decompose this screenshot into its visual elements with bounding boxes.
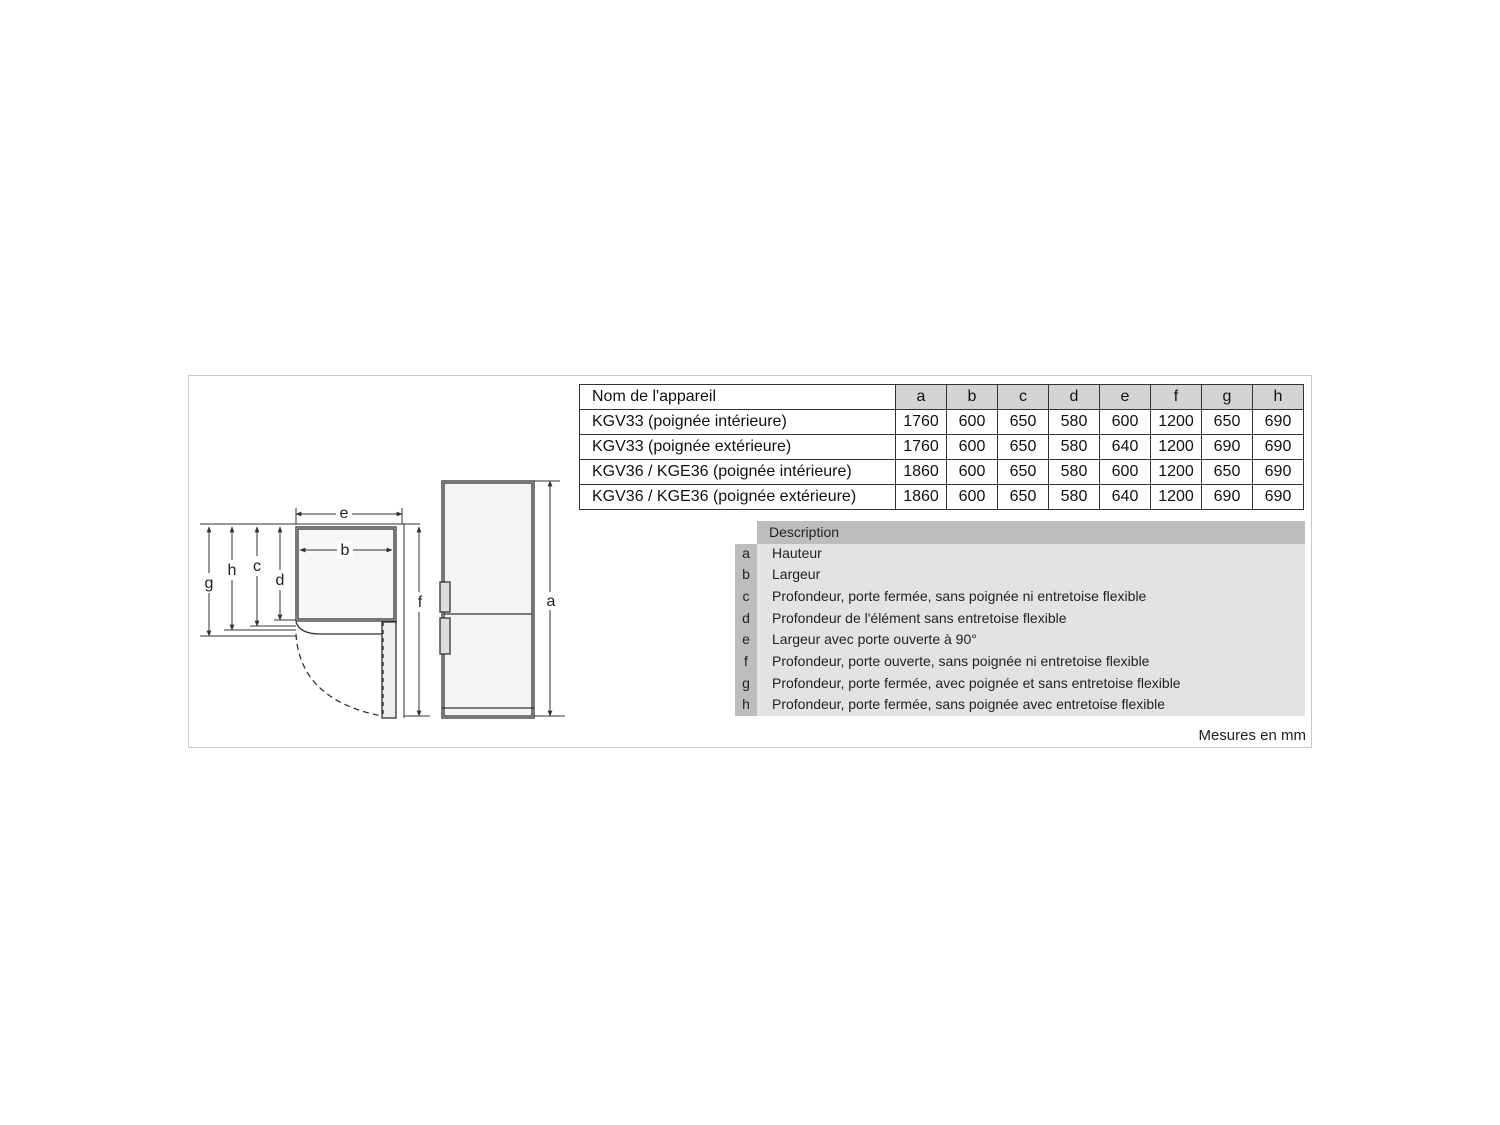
table-cell: 690 [1253, 410, 1304, 435]
table-cell: 600 [1100, 460, 1151, 485]
dimension-label-e: e [339, 505, 349, 522]
table-cell: 580 [1049, 410, 1100, 435]
column-header: g [1202, 385, 1253, 410]
legend-key: a [742, 545, 750, 561]
dimension-label-c: c [253, 558, 261, 575]
table-cell: 650 [998, 435, 1049, 460]
legend-text: Profondeur de l'élément sans entretoise flexible [772, 610, 1067, 626]
table-cell: 580 [1049, 485, 1100, 510]
dimension-diagram [0, 0, 580, 760]
table-cell: 640 [1100, 485, 1151, 510]
table-cell: 1760 [896, 435, 947, 460]
column-header: c [998, 385, 1049, 410]
table-cell: 600 [947, 460, 998, 485]
legend-key: e [742, 631, 750, 647]
table-cell: 580 [1049, 435, 1100, 460]
legend-header: Description [757, 521, 1305, 544]
model-name: KGV33 (poignée extérieure) [580, 435, 896, 460]
column-header: b [947, 385, 998, 410]
table-cell: 1200 [1151, 410, 1202, 435]
column-header: h [1253, 385, 1304, 410]
dimension-label-d: d [275, 572, 285, 589]
table-cell: 1200 [1151, 435, 1202, 460]
model-name: KGV36 / KGE36 (poignée extérieure) [580, 485, 896, 510]
table-cell: 1200 [1151, 460, 1202, 485]
table-cell: 1760 [896, 410, 947, 435]
table-row [580, 460, 1304, 485]
dimension-label-g: g [204, 575, 214, 592]
column-header: f [1151, 385, 1202, 410]
table-cell: 1860 [896, 460, 947, 485]
table-cell: 580 [1049, 460, 1100, 485]
model-name: KGV36 / KGE36 (poignée intérieure) [580, 460, 896, 485]
table-cell: 690 [1253, 485, 1304, 510]
legend-text: Largeur [772, 566, 821, 582]
table-cell: 650 [1202, 410, 1253, 435]
units-note: Mesures en mm [1198, 727, 1306, 744]
table-cell: 1860 [896, 485, 947, 510]
table-cell: 600 [947, 485, 998, 510]
dimension-label-h: h [227, 562, 237, 579]
legend-text: Profondeur, porte fermée, sans poignée ni entretoise flexible [772, 588, 1147, 604]
table-cell: 640 [1100, 435, 1151, 460]
table-cell: 650 [998, 460, 1049, 485]
dimension-label-f: f [417, 594, 423, 611]
model-name: KGV33 (poignée intérieure) [580, 410, 896, 435]
table-row [580, 485, 1304, 510]
dimension-legend [735, 521, 1305, 716]
legend-text: Largeur avec porte ouverte à 90° [772, 631, 977, 647]
legend-key: g [742, 675, 750, 691]
side-view-drawing [440, 481, 534, 718]
legend-key: d [742, 610, 750, 626]
table-cell: 600 [1100, 410, 1151, 435]
legend-key: b [742, 566, 750, 582]
table-cell: 650 [998, 410, 1049, 435]
table-row [580, 410, 1304, 435]
dimension-label-a: a [546, 593, 556, 610]
table-row [580, 435, 1304, 460]
column-header: e [1100, 385, 1151, 410]
legend-text: Profondeur, porte fermée, avec poignée et sans entretoise flexible [772, 675, 1181, 691]
table-header-row [580, 385, 1304, 410]
column-header-name: Nom de l'appareil [580, 385, 896, 410]
table-cell: 1200 [1151, 485, 1202, 510]
legend-text: Hauteur [772, 545, 822, 561]
legend-key: c [742, 588, 750, 604]
table-cell: 690 [1202, 485, 1253, 510]
legend-key: f [744, 653, 748, 669]
table-cell: 650 [1202, 460, 1253, 485]
table-cell: 600 [947, 410, 998, 435]
legend-key: h [742, 696, 750, 712]
table-cell: 650 [998, 485, 1049, 510]
column-header: d [1049, 385, 1100, 410]
dimension-label-b: b [340, 542, 350, 559]
table-cell: 690 [1202, 435, 1253, 460]
legend-text: Profondeur, porte fermée, sans poignée avec entretoise flexible [772, 696, 1166, 712]
table-cell: 690 [1253, 460, 1304, 485]
legend-text: Profondeur, porte ouverte, sans poignée ni entretoise flexible [772, 653, 1150, 669]
table-cell: 690 [1253, 435, 1304, 460]
column-header: a [896, 385, 947, 410]
dimensions-table [579, 384, 1304, 510]
table-cell: 600 [947, 435, 998, 460]
top-view-drawing [200, 524, 420, 718]
